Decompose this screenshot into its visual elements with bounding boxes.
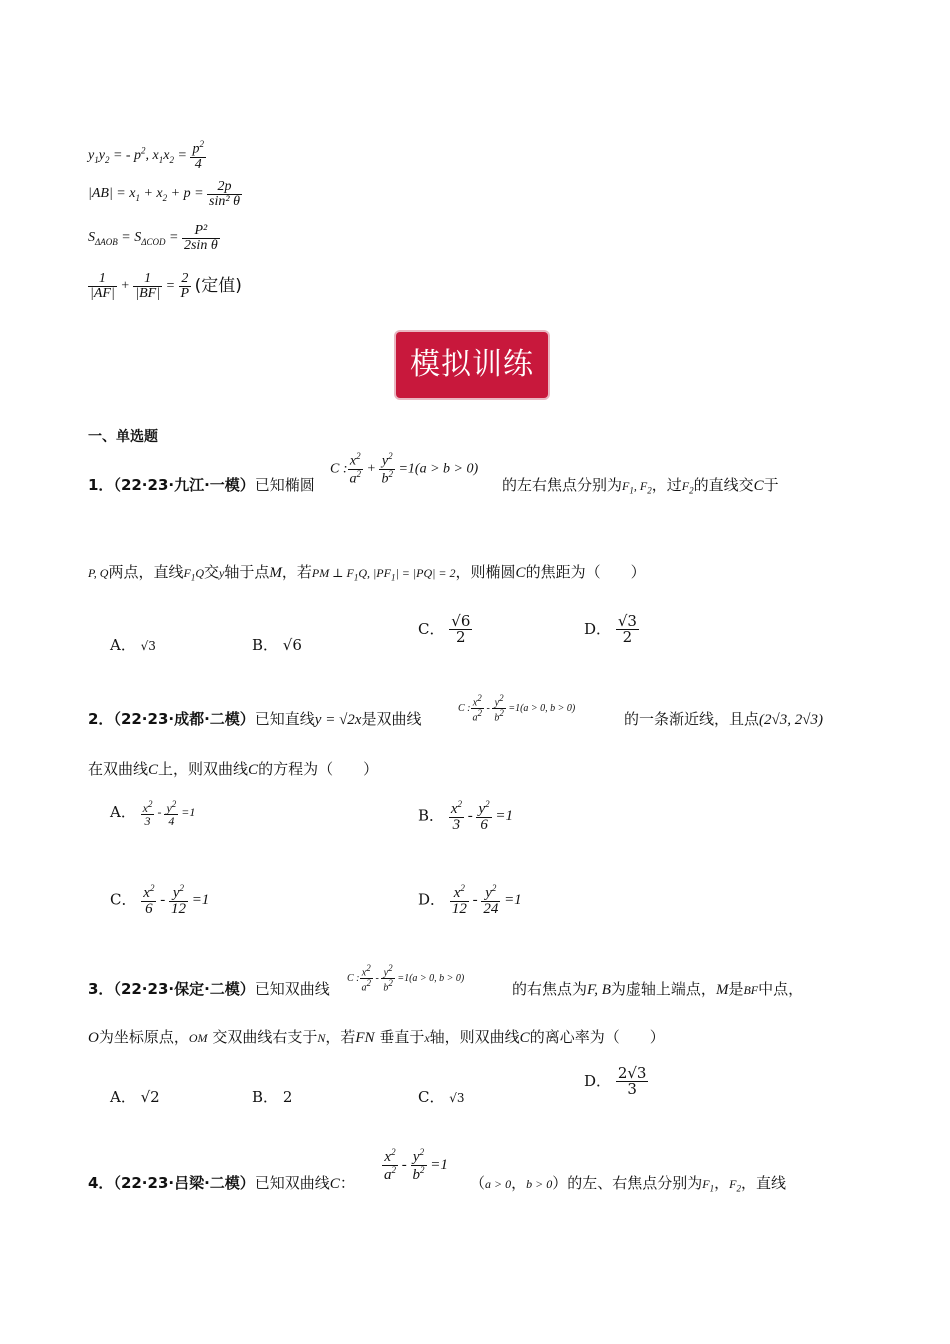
question-3-line-1-b: 的右焦点为F, B为虚轴上端点，M是BF中点，: [512, 980, 804, 998]
q1-option-a[interactable]: A． √3: [110, 636, 156, 654]
question-1-line-2: P, Q两点，直线$F_1Q$交y轴于点M，若PM ⊥ $F_1Q$, $|PF_1| = |PQ| = 2$，则椭圆C的焦距为（ ）: [88, 563, 646, 583]
question-2-line-2: 在双曲线C上，则双曲线C的方程为（ ）: [88, 760, 379, 778]
q1-ellipse-equation: C : $\frac{x^2}{a^2}$ + $\frac{y^2}{b^2}$ =1(a > b > 0): [330, 451, 479, 487]
question-3-line-1: 3．（22·23·保定·二模）已知双曲线: [88, 980, 330, 998]
q3-option-c[interactable]: C． √3: [418, 1088, 465, 1106]
formula-3: $S_{\Delta AOB} = S_{\Delta COD}$ = $\frac{\text{P²}}{\text{2sin θ}}$: [88, 223, 218, 253]
q3-option-d[interactable]: D． $\frac{2√3}{3}$: [584, 1064, 647, 1098]
question-4-line-1-b: （a > 0，b > 0）的左、右焦点分别为$F_1$，$F_2$，直线: [470, 1174, 786, 1194]
q2-option-d[interactable]: D． $\frac{x^2}{12}$ - $\frac{y^2}{24}$ =1: [418, 883, 522, 917]
q2-hyperbola-equation: C : $\frac{x2}{a2}$ - $\frac{y2}{b2}$ =1(a > 0, b > 0): [458, 693, 576, 724]
q3-hyperbola-equation: C : $\frac{x2}{a2}$ - $\frac{y2}{b2}$ =1(a > 0, b > 0): [347, 963, 465, 994]
q3-option-a[interactable]: A． √2: [110, 1088, 160, 1106]
q3-option-b[interactable]: B． 2: [252, 1088, 293, 1106]
q4-hyperbola-equation: $\frac{x^2}{a^2}$ - $\frac{y^2}{b^2}$ =1: [384, 1147, 448, 1183]
question-4-line-1: 4．（22·23·吕梁·二模）已知双曲线C：: [88, 1174, 355, 1192]
q2-option-a[interactable]: A． $\frac{x^2}{3}$ - $\frac{y^2}{4}$ =1: [110, 799, 196, 828]
formula-2: $|AB| = x_1 + x_2 + p$ = $\frac{2p}{\text{sin² θ}}$: [88, 179, 240, 209]
q2-option-b[interactable]: B． $\frac{x^2}{3}$ - $\frac{y^2}{6}$ =1: [418, 799, 514, 833]
question-2-line-1: 2．（22·23·成都·二模）已知直线y = √2x是双曲线: [88, 710, 422, 728]
formula-1: $y_1y_2$ = - $p^2$, $x_1x_2$ = $\frac{p^2}{4}$: [88, 139, 204, 172]
formula-4: $\frac{1}{|AF|}$ + $\frac{1}{|BF|}$ = $\frac{2}{P}$ (定值): [90, 271, 242, 301]
q1-option-c[interactable]: C． $\frac{√6}{2}$: [418, 612, 471, 646]
q1-option-b[interactable]: B． √6: [252, 636, 302, 654]
q2-option-c[interactable]: C． $\frac{x^2}{6}$ - $\frac{y^2}{12}$ =1: [110, 883, 210, 917]
question-1-line-1: 1．（22·23·九江·一模）已知椭圆: [88, 476, 315, 494]
section-banner: 模拟训练: [396, 332, 548, 398]
q1-option-d[interactable]: D． $\frac{√3}{2}$: [584, 612, 637, 646]
section-heading: 一、单选题: [88, 429, 158, 445]
question-1-line-1-b: 的左右焦点分别为$F_1$, $F_2$，过$F_2$的直线交C于: [502, 476, 779, 496]
question-3-line-2: O为坐标原点，OM 交双曲线右支于N，若FN 垂直于x轴，则双曲线C的离心率为（ ）: [88, 1028, 665, 1046]
question-2-line-1-b: 的一条渐近线，且点(2√3, 2√3): [624, 710, 823, 728]
